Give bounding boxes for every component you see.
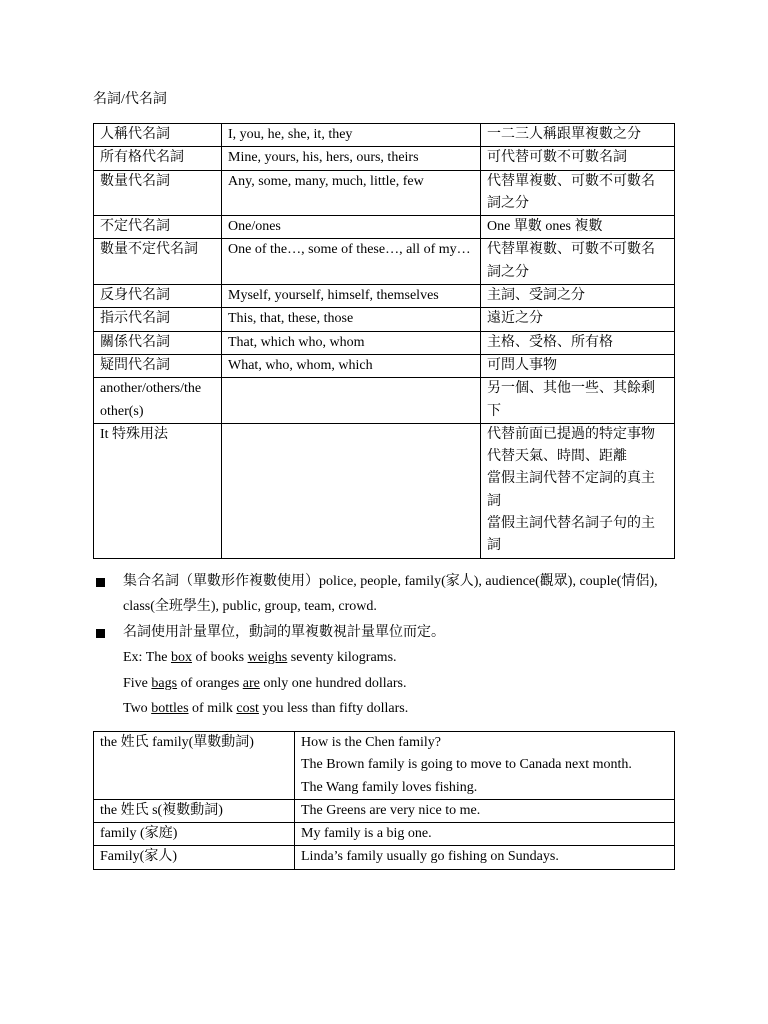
verb-word: weighs (247, 650, 288, 666)
table-row (94, 331, 675, 354)
pronoun-note: 可問人事物 (481, 354, 675, 377)
verb-word: cost (236, 701, 259, 717)
example-line (93, 645, 693, 670)
table-row (94, 147, 675, 170)
example-sentence: The Brown family is going to move to Canada next month. (301, 757, 632, 773)
pronoun-examples (222, 378, 481, 424)
pronoun-type: It 特殊用法 (94, 423, 222, 558)
pronoun-examples: What, who, whom, which (222, 354, 481, 377)
pronoun-type: 數量不定代名詞 (94, 239, 222, 285)
list-item (93, 569, 693, 620)
pronoun-note: 另一個、其他一些、其餘剩下 (481, 378, 675, 424)
example-text: Ex: The (123, 650, 171, 666)
table-row (94, 124, 675, 147)
example-text: of oranges (177, 675, 243, 691)
family-usage: the 姓氏 s(複數動詞) (94, 799, 295, 822)
pronoun-note: 主格、受格、所有格 (481, 331, 675, 354)
example-text: you less than fifty dollars. (258, 701, 409, 717)
pronoun-type: 不定代名詞 (94, 216, 222, 239)
family-examples (295, 799, 675, 822)
table-row (94, 846, 675, 869)
family-usage: family (家庭) (94, 823, 295, 846)
family-table (93, 731, 675, 870)
pronoun-note: One 單數 ones 複數 (481, 216, 675, 239)
pronoun-note: 代替單複數、可數不可數名詞之分 (481, 239, 675, 285)
pronoun-type: 數量代名詞 (94, 170, 222, 216)
notes-section (93, 569, 693, 721)
example-line (93, 696, 693, 721)
list-item (93, 620, 693, 645)
example-text: of books (191, 650, 248, 666)
pronoun-examples: One/ones (222, 216, 481, 239)
table-row (94, 308, 675, 331)
pronoun-examples (222, 423, 481, 558)
unit-word: bags (151, 675, 178, 691)
pronoun-type: 關係代名詞 (94, 331, 222, 354)
bullet-square-icon (96, 629, 105, 638)
family-examples (295, 823, 675, 846)
family-examples (295, 846, 675, 869)
table-row (94, 732, 675, 800)
example-sentence: The Greens are very nice to me. (301, 802, 481, 818)
page-title: 名詞/代名詞 (93, 92, 167, 107)
example-line (93, 671, 693, 696)
table-row (94, 239, 675, 285)
example-text: Five (123, 675, 152, 691)
table-row (94, 423, 675, 558)
pronoun-note (481, 423, 675, 558)
pronoun-examples: Mine, yours, his, hers, ours, theirs (222, 147, 481, 170)
pronoun-examples: This, that, these, those (222, 308, 481, 331)
table-row (94, 216, 675, 239)
pronoun-examples: Any, some, many, much, little, few (222, 170, 481, 216)
table-row (94, 378, 675, 424)
pronoun-note: 代替單複數、可數不可數名詞之分 (481, 170, 675, 216)
note-line: 當假主詞代替名詞子句的主詞 (487, 516, 655, 554)
pronoun-examples: Myself, yourself, himself, themselves (222, 285, 481, 308)
note-line: 代替天氣、時間、距離 (487, 449, 627, 465)
unit-word: box (170, 650, 192, 666)
example-sentence: How is the Chen family? (301, 735, 441, 750)
pronoun-examples: I, you, he, she, it, they (222, 124, 481, 147)
pronoun-type: 指示代名詞 (94, 308, 222, 331)
family-usage: Family(家人) (94, 846, 295, 869)
table-row (94, 823, 675, 846)
pronoun-examples: One of the…, some of these…, all of my… (222, 239, 481, 285)
example-sentence: Linda’s family usually go fishing on Sundays. (301, 849, 559, 865)
example-text: only one hundred dollars. (259, 675, 407, 691)
example-text: seventy kilograms. (287, 650, 397, 666)
verb-word: are (242, 675, 260, 691)
note-line: 當假主詞代替不定詞的真主詞 (487, 471, 655, 509)
pronoun-table (93, 123, 675, 559)
table-row (94, 285, 675, 308)
example-sentence: My family is a big one. (301, 826, 432, 842)
family-usage: the 姓氏 family(單數動詞) (94, 732, 295, 800)
pronoun-note: 遠近之分 (481, 308, 675, 331)
pronoun-note: 一二三人稱跟單複數之分 (481, 124, 675, 147)
pronoun-type: 反身代名詞 (94, 285, 222, 308)
example-text: Two (123, 701, 152, 717)
pronoun-note: 可代替可數不可數名詞 (481, 147, 675, 170)
pronoun-type: 疑問代名詞 (94, 354, 222, 377)
pronoun-examples: That, which who, whom (222, 331, 481, 354)
pronoun-note: 主詞、受詞之分 (481, 285, 675, 308)
pronoun-type: 所有格代名詞 (94, 147, 222, 170)
bullet-square-icon (96, 578, 105, 587)
unit-word: bottles (151, 701, 189, 717)
table-row (94, 799, 675, 822)
example-text: of milk (188, 701, 237, 717)
pronoun-type: another/others/the other(s) (94, 378, 222, 424)
bullet-text: 集合名詞（單數形作複數使用）police, people, family(家人), audience(觀眾), couple(情侶), class(全班學生), public, group, team, crowd. (123, 574, 658, 615)
bullet-text: 名詞使用計量單位，動詞的單複數視計量單位而定。 (123, 624, 445, 640)
example-sentence: The Wang family loves fishing. (301, 779, 478, 795)
pronoun-type: 人稱代名詞 (94, 124, 222, 147)
table-row (94, 354, 675, 377)
family-examples (295, 732, 675, 800)
note-line: 代替前面已提過的特定事物 (487, 426, 655, 442)
table-row (94, 170, 675, 216)
